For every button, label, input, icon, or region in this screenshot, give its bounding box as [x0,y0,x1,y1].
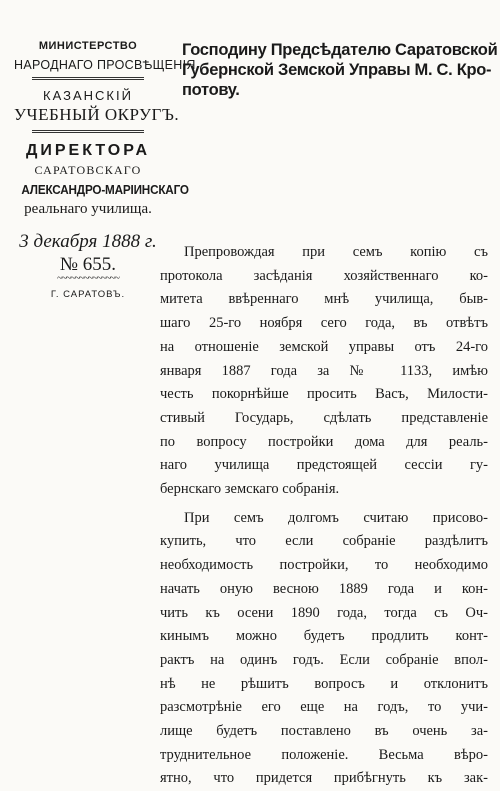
text-line: протокола засѣданія хозяйственнаго ко- [160,267,488,284]
addressee-line: Губернской Земской Управы М. С. Кро- [182,61,492,79]
text-line: по вопросу постройки дома для реаль- [160,433,488,450]
sender-block [14,40,200,300]
text-line: лище будетъ поставлено въ очень за- [160,723,488,740]
addressee-line: потову. [182,81,240,99]
school-city: САРАТОВСКАГО [34,163,142,177]
text-line: митета ввѣреннаго мнѣ училища, быв- [160,291,488,308]
text-line: необходимость постройки, то необходимо [160,557,488,574]
text-line: При семъ долгомъ считаю присово- [184,509,488,526]
school-type: реальнаго училища. [24,201,152,217]
letter-number: № 655. [59,254,117,275]
letter-city: Г. САРАТОВЪ. [50,289,126,300]
text-line: на отношеніе земской управы отъ 24-го [160,338,488,355]
addressee-line: Господину Предсѣдателю Саратовской [182,41,498,59]
district-type: УЧЕБНЫЙ ОКРУГЪ. [14,105,180,124]
paragraph-2 [160,507,488,791]
text-line: труднительное положеніе. Весьма вѣро- [160,746,488,763]
ministry-subheading: НАРОДНАГО ПРОСВѢЩЕНІЯ. [14,58,200,72]
wavy-divider: ~~~~~~~~~~~~~~ [57,273,119,284]
paragraph-1 [160,241,488,502]
text-line: стивый Государь, сдѣлать представленіе [160,409,488,426]
director-heading: ДИРЕКТОРА [25,142,151,159]
letter-date: 3 декабря 1888 г. [19,231,157,252]
text-line: наго училища предстоящей сессіи гу- [160,457,488,474]
text-line: начать оную весною 1889 года и кон- [160,580,488,597]
district-name: КАЗАНСКІЙ [43,88,133,103]
school-name: АЛЕКСАНДРО-МАРІИНСКАГО [21,182,189,197]
text-line: Препровождая при семъ копію съ [184,244,488,260]
text-line: ятно, что придется прибѣгнуть къ зак- [160,770,488,787]
text-line: честь покорнѣйше просить Васъ, Милости- [160,386,488,403]
text-line: бернскаго земскаго собранія. [160,481,340,498]
divider [32,77,144,80]
ministry-heading: МИНИСТЕРСТВО [38,40,138,52]
text-line: шаго 25-го ноября сего года, въ отвѣтъ [160,315,488,332]
text-line: купить, что если собраніе раздѣлитъ [160,533,488,550]
text-line: кинымъ можно будетъ продлить конт- [160,628,488,645]
text-line: чить къ осени 1890 года, тогда съ Оч- [160,604,488,621]
text-line: разсмотрѣніе его еще на годъ, то учи- [160,699,488,716]
addressee-block [182,40,498,100]
letter-body [160,241,488,791]
text-line: нѣ не рѣшитъ вопросъ и отклонитъ [160,675,488,692]
text-line: рактъ на одинъ годъ. Если собраніе впол- [160,651,488,668]
divider [32,130,144,133]
text-line: января 1887 года за № 1133, имѣю [160,362,488,379]
